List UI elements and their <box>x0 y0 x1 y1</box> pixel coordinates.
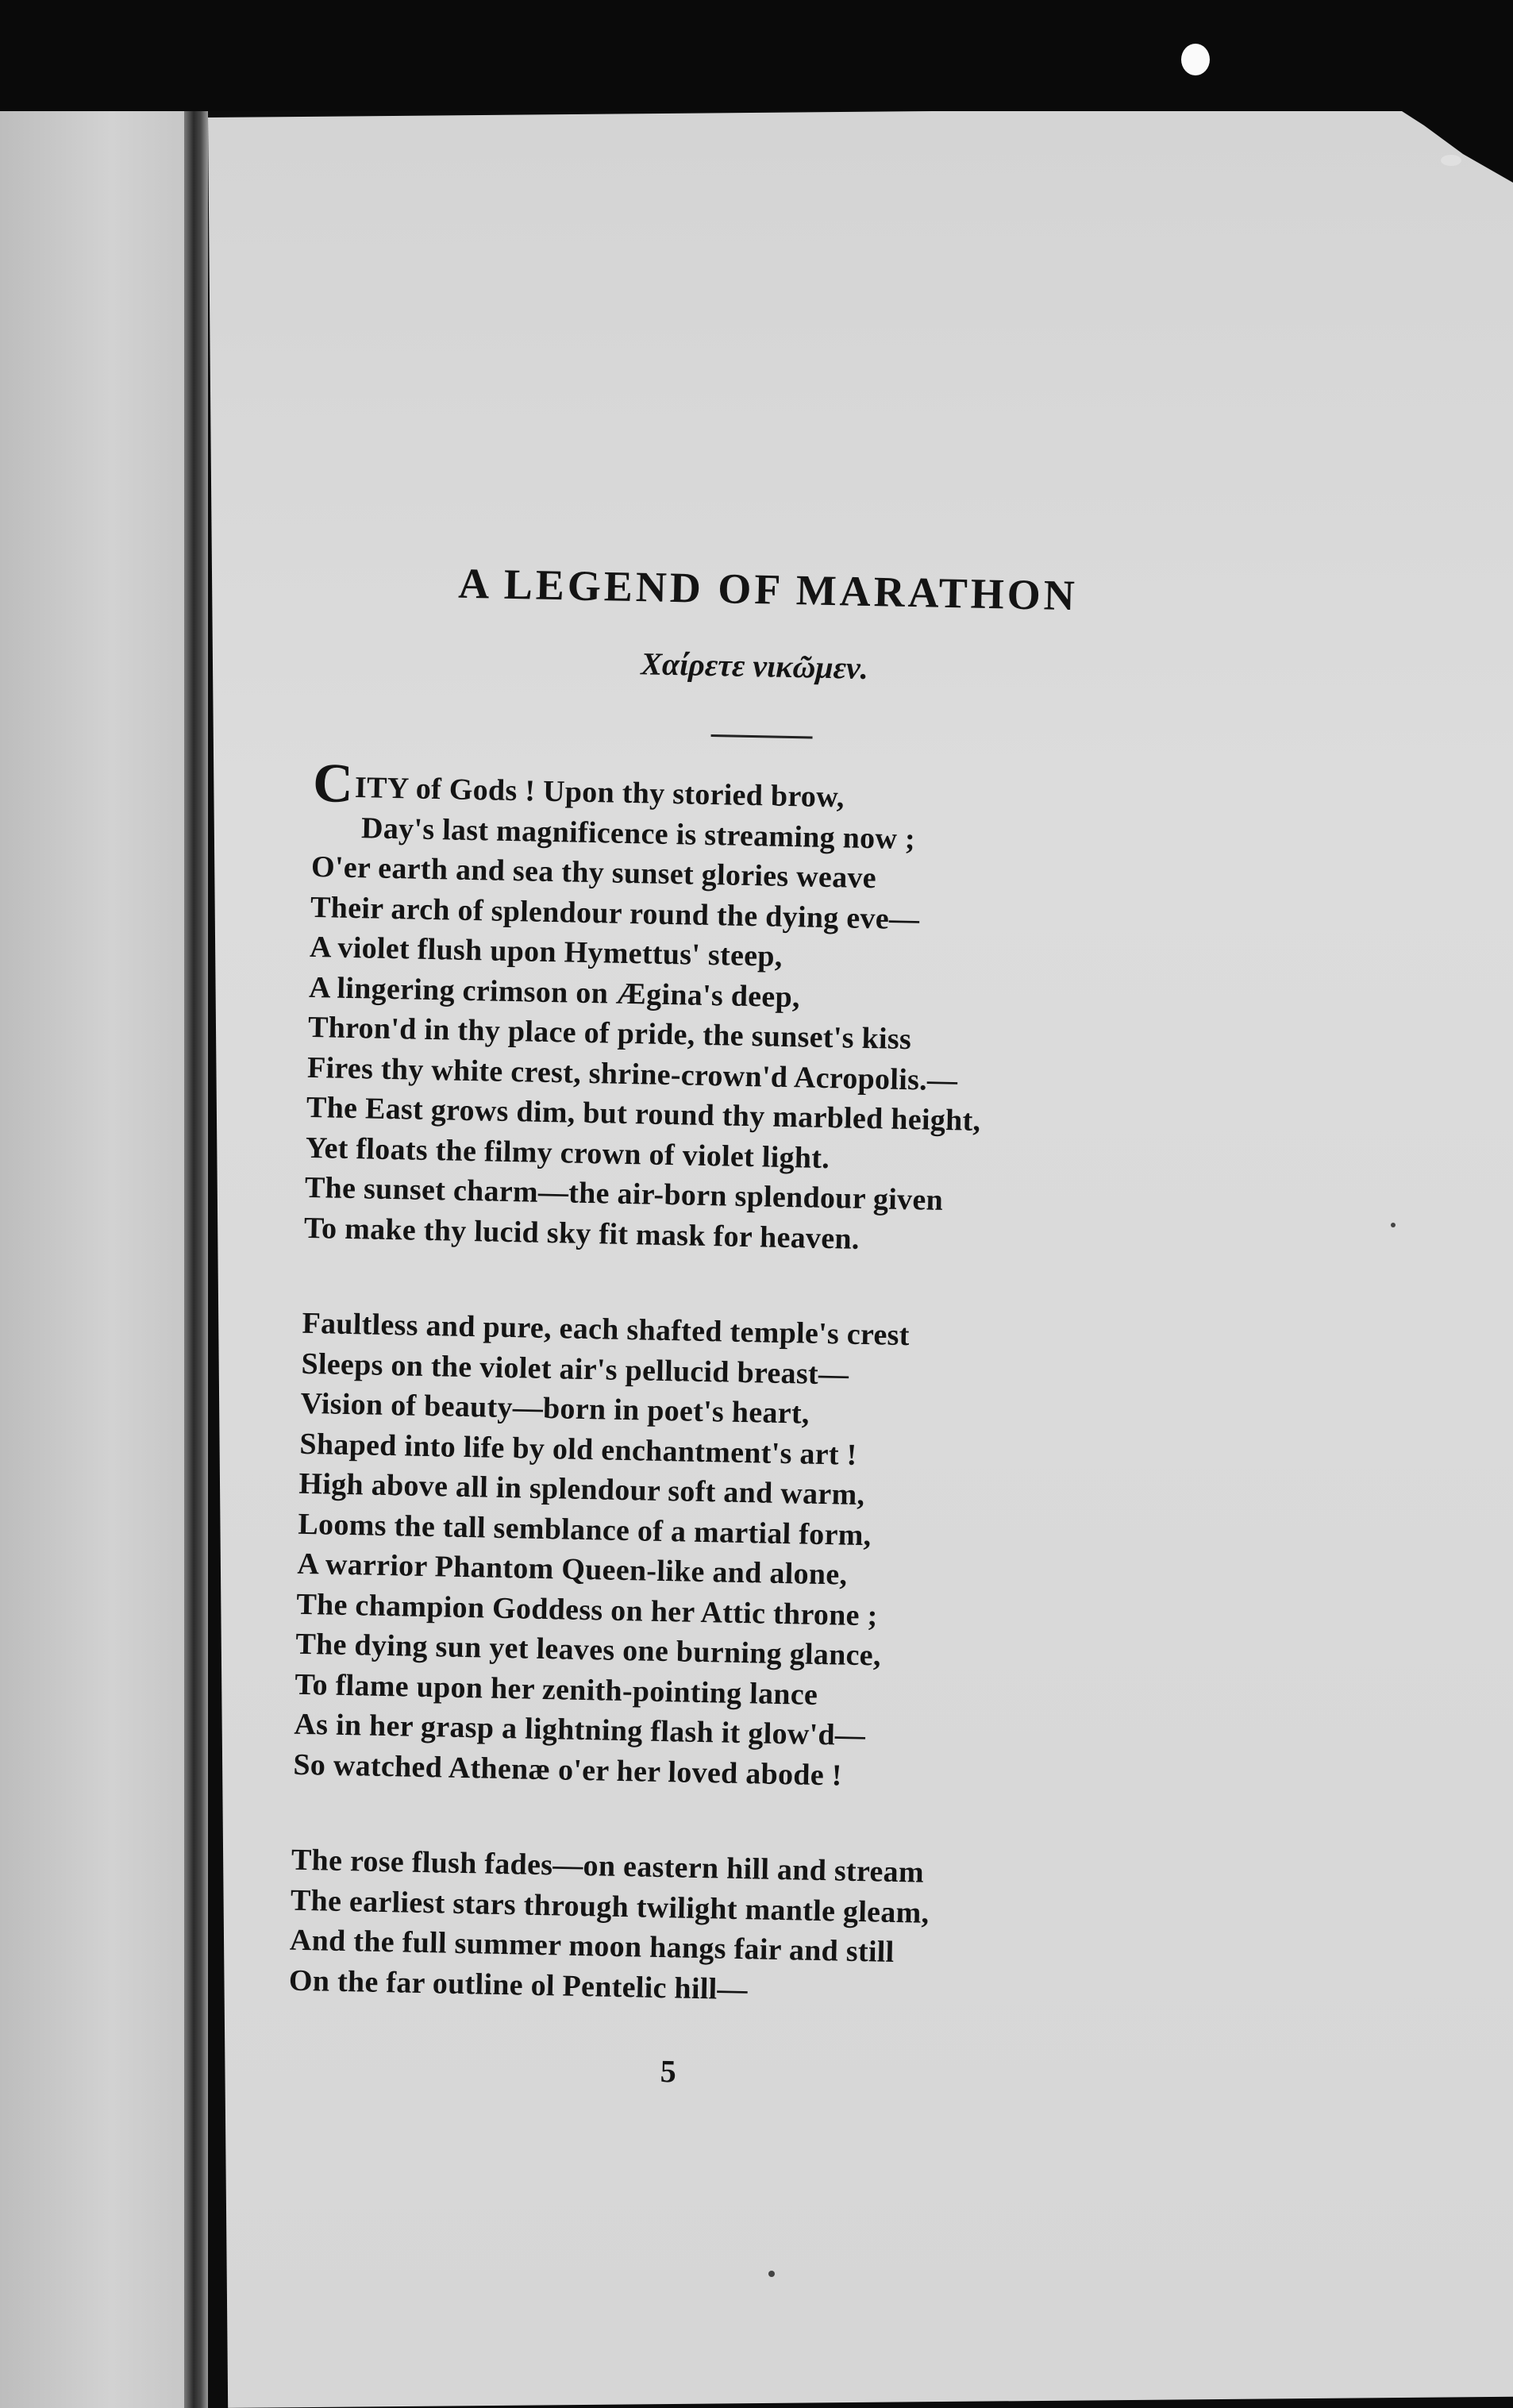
poem-line: High above all in splendour soft and warm, <box>298 1466 865 1512</box>
poem-line: The sunset charm—the air-born splendour given <box>304 1170 944 1217</box>
page-number: 5 <box>660 2053 677 2090</box>
poem-line: Vision of beauty—born in poet's heart, <box>300 1386 810 1431</box>
poem-line: O'er earth and sea thy sunset glories weave <box>310 850 877 896</box>
poem-line: Looms the tall semblance of a martial form, <box>298 1507 872 1552</box>
dust-speck <box>1391 1223 1396 1227</box>
poem-line: Shaped into life by old enchantment's art ! <box>299 1427 858 1472</box>
poem-line: The rose flush fades—on eastern hill and stream <box>291 1843 925 1890</box>
drop-cap: C <box>312 752 354 815</box>
poem-line: Sleeps on the violet air's pellucid breast— <box>301 1347 849 1392</box>
book-spine <box>184 103 208 2408</box>
scan-background-top <box>0 0 1513 111</box>
dust-speck <box>1441 155 1461 166</box>
poem-line: CITY of Gods ! Upon thy storied brow, <box>312 752 845 815</box>
poem-line: Thron'd in thy place of pride, the sunset's kiss <box>307 1010 912 1057</box>
poem-line: A warrior Phantom Queen-like and alone, <box>297 1547 848 1592</box>
stanza-1 <box>303 752 1186 1266</box>
title-rule <box>711 734 813 739</box>
dust-speck <box>768 2271 775 2277</box>
dust-speck <box>1181 44 1210 75</box>
greek-epigraph: Χαίρετε νικῶμεν. <box>640 645 869 686</box>
poem-line: The champion Goddess on her Attic throne ; <box>296 1587 878 1632</box>
poem-text-block <box>287 556 1190 2100</box>
poem-line: Day's last magnificence is streaming now ; <box>360 811 916 856</box>
poem-line: As in her grasp a lightning flash it glow'd— <box>294 1707 866 1753</box>
poem-line: On the far outline ol Pentelic hill— <box>288 1963 749 2006</box>
poem-line: The earliest stars through twilight mantle gleam, <box>290 1883 930 1930</box>
poem-line: To make thy lucid sky fit mask for heaven. <box>303 1211 860 1256</box>
poem-title: A LEGEND OF MARATHON <box>457 559 1079 620</box>
poem-line: To flame upon her zenith-pointing lance <box>295 1667 818 1712</box>
poem-line: A lingering crimson on Ægina's deep, <box>308 970 801 1014</box>
poem-line: Their arch of splendour round the dying eve— <box>310 890 920 936</box>
poem-line: So watched Athenæ o'er her loved abode ! <box>293 1747 843 1793</box>
poem-line: A violet flush upon Hymettus' steep, <box>309 930 783 973</box>
stanza-2 <box>293 1304 1176 1802</box>
stanza-3 <box>288 1840 1165 2018</box>
poem-line: And the full summer moon hangs fair and still <box>289 1923 895 1969</box>
poem-line: The dying sun yet leaves one burning glance, <box>295 1627 882 1673</box>
poem-line: Faultless and pure, each shafted temple's crest <box>302 1306 910 1353</box>
poem-line: Yet floats the filmy crown of violet light. <box>305 1131 830 1175</box>
poem-line: Fires thy white crest, shrine-crown'd Acropolis.— <box>306 1050 958 1097</box>
poem-line: The East grows dim, but round thy marbled height, <box>306 1090 981 1138</box>
left-page-edge <box>0 103 202 2408</box>
